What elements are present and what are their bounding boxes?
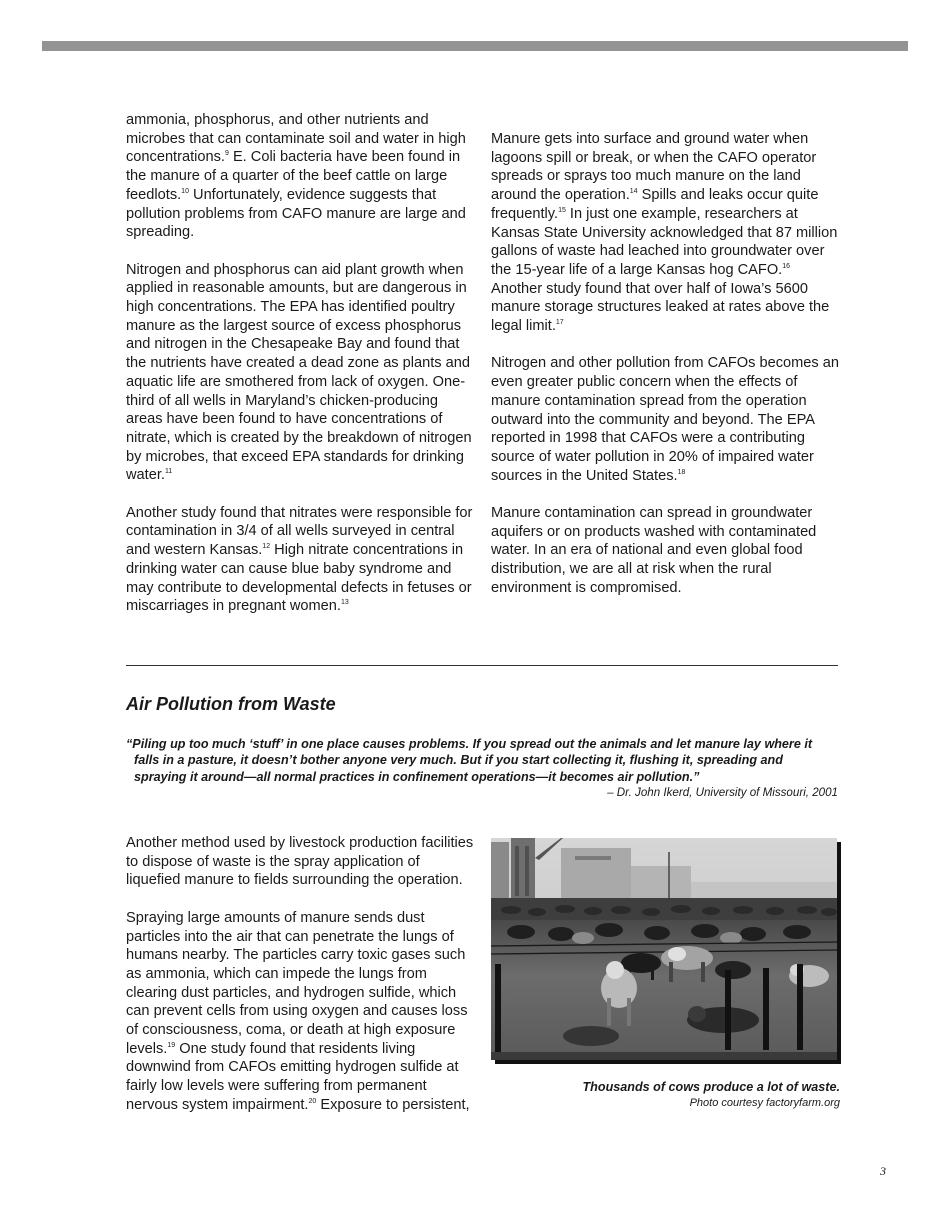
paragraph [491, 354, 839, 485]
paragraph-text: Exposure to persistent, [316, 1096, 470, 1113]
paragraph [126, 834, 478, 890]
footnote-ref: 14 [629, 188, 638, 196]
page-number: 3 [880, 1164, 886, 1178]
paragraph-text: Nitrogen and phosphorus can aid plant growth when applied in reasonable amounts, but are dangerous in high concentrations. The EPA has identified poultry manure as the largest source of excess phosphorus and nitrogen in the Chesapeake Bay and found that the nutrients have created a dead zone as plants and aquatic life are smothered from lack of oxygen. One-third of all wells in Maryland’s chicken-producing areas have been found to have concentrations of nitrate, which is created by the breakdown of nitrogen by microbes, that exceed EPA standards for drinking water. [126, 261, 472, 484]
caption-credit: Photo courtesy factoryfarm.org [689, 1097, 840, 1109]
paragraph-text: Manure contamination can spread in groundwater aquifers or on products washed with contaminated water. In an era of national and even global food distribution, we are all at risk when the rural environment is compromised. [491, 505, 817, 596]
body-column-1 [126, 111, 478, 635]
footnote-ref: 15 [558, 206, 566, 214]
footnote-ref: 12 [262, 543, 271, 551]
paragraph-text: ammonia, phosphorus, and other nutrients and microbes that can contaminate soil and water in high concentrations. [126, 112, 466, 166]
paragraph-text: Another method used by livestock production facilities to dispose of waste is the spray application of liquefied manure to fields surrounding the operation. [126, 835, 474, 889]
paragraph [491, 130, 839, 336]
pull-quote [126, 736, 838, 802]
body-column-2 [491, 130, 839, 616]
feedlot-photo [491, 838, 837, 1060]
section-heading: Air Pollution from Waste [126, 694, 336, 714]
photo-caption [491, 1079, 840, 1110]
quote-attribution: – Dr. John Ikerd, University of Missouri, 2001 [607, 786, 838, 800]
paragraph-text: Another study found that over half of Iowa’s 5600 manure storage structures leaked at rates above the legal limit. [491, 280, 830, 335]
paragraph-text: Nitrogen and other pollution from CAFOs becomes an even greater public concern when the effects of manure contamination spread from the operation outward into the community and beyond. The EPA reported in 1998 that CAFOs were a contributing source of water pollution in 20% of impaired water sources in the United States. [491, 355, 839, 484]
footnote-ref: 11 [164, 468, 173, 476]
footnote-ref: 16 [782, 262, 791, 270]
paragraph [491, 504, 839, 598]
footnote-ref: 10 [181, 187, 189, 195]
paragraph-text: Spraying large amounts of manure sends dust particles into the air that can penetrate the lungs of humans nearby. The particles carry toxic gases such as ammonia, which can impede the lungs from clearing dust particles, and hydrogen sulfide, which can prevent cells from using oxygen and causes loss of consciousness, coma, or death at high exposure levels. [126, 909, 468, 1057]
footnote-ref: 18 [677, 468, 686, 476]
footnote-ref: 20 [308, 1097, 317, 1105]
feedlot-photo-illustration [491, 838, 837, 1060]
paragraph [126, 909, 478, 1115]
paragraph-text: Manure gets into surface and ground water when lagoons spill or break, or when the CAFO operator spreads or sprays too much manure on the land around the operation. [491, 131, 817, 204]
paragraph-text: In just one example, researchers at Kansas State University acknowledged that 87 million gallons of waste had leached into groundwater over the 15-year life of a large Kansas hog CAFO. [491, 205, 838, 278]
footnote-ref: 13 [340, 599, 349, 607]
paragraph-text: Spills and leaks occur quite frequently. [491, 187, 819, 222]
paragraph-text: Unfortunately, evidence suggests that pollution problems from CAFO manure are large and spreading. [126, 186, 466, 241]
paragraph [126, 504, 478, 616]
paragraph-text: High nitrate concentrations in drinking water can cause blue baby syndrome and may contribute to developmental defects in fetuses or miscarriages in pregnant women. [126, 542, 472, 615]
section-divider [126, 665, 838, 666]
paragraph-text: E. Coli bacteria have been found in the manure of a quarter of the beef cattle on large feedlots. [126, 149, 461, 203]
footnote-ref: 19 [167, 1041, 176, 1049]
body-column-3 [126, 834, 478, 1133]
header-bar [42, 41, 908, 51]
paragraph [126, 111, 478, 242]
paragraph-text: Another study found that nitrates were responsible for contamination in 3/4 of all wells surveyed in central and western Kansas. [126, 504, 473, 559]
quote-text: “Piling up too much ‘stuff’ in one place causes problems. If you spread out the animals and let manure lay where it falls in a pasture, it doesn’t bother anyone very much. But if you start collecting it, flushing it, spreading and spraying it around—all normal practices in confinement operations—it becomes air pollution.” [126, 737, 813, 784]
footnote-ref: 9 [224, 150, 229, 158]
paragraph-text: One study found that residents living downwind from CAFOs emitting hydrogen sulfide at fairly low levels were suffering from permanent nervous system impairment. [126, 1040, 459, 1113]
caption-title: Thousands of cows produce a lot of waste. [582, 1080, 840, 1094]
paragraph [126, 261, 478, 485]
footnote-ref: 17 [555, 319, 564, 327]
